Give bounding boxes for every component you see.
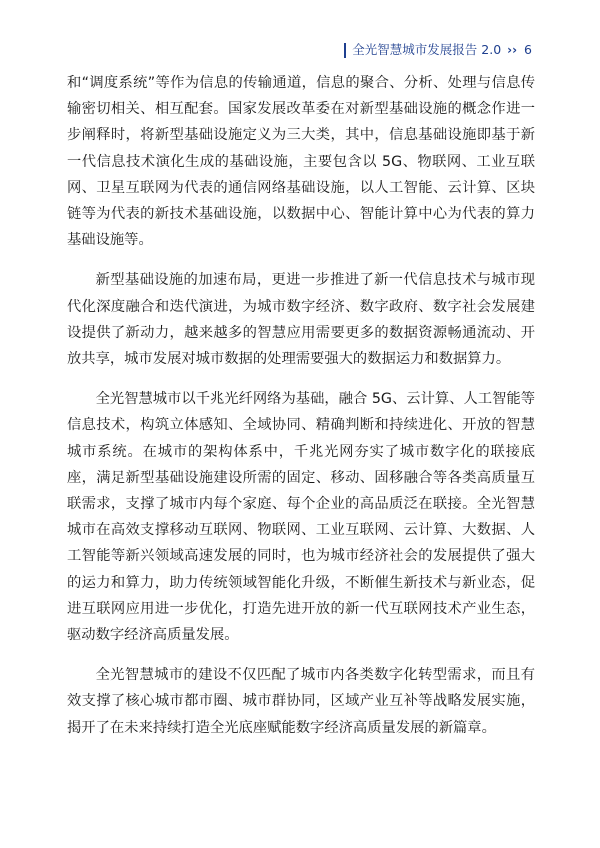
paragraph-infrastructure: 新型基础设施的加速布局，更进一步推进了新一代信息技术与城市现代化深度融合和迭代演进，为城市数字经济、数字政府、数字社会发展建设提供了新动力，越来越多的智慧应用需要更多的数据资源畅通流动、开放共享，城市发展对城市数据的处理需要强大的数据运力和数据算力。 [67,272,535,368]
body-text [67,70,535,755]
paragraph-all-optical-city: 全光智慧城市以千兆光纤网络为基础，融合 5G、云计算、人工智能等信息技术，构筑立体感知、全域协同、精确判断和持续进化、开放的智慧城市系统。在城市的架构体系中，千兆光网夯实了城市数字化的联接底座，满足新型基础设施建设所需的固定、移动、固移融合等各类高质量互联需求，支撑了城市内每个家庭、每个企业的高品质泛在联接。全光智慧城市在高效支撑移动互联网、物联网、工业互联网、云计算、大数据、人工智能等新兴领域高速发展的同时，也为城市经济社会的发展提供了强大的运力和算力，助力传统领域智能化升级，不断催生新技术与新业态，促进互联网应用进一步优化，打造先进开放的新一代互联网技术产业生态，驱动数字经济高质量发展。 [67,391,535,644]
running-header [344,42,532,58]
page-number: 6 [524,42,532,57]
chevron-right-icon: ›› [507,43,518,57]
report-title: 全光智慧城市发展报告 2.0 [352,42,502,57]
header-accent-bar [344,43,346,58]
paragraph-conclusion: 全光智慧城市的建设不仅匹配了城市内各类数字化转型需求，而且有效支撑了核心城市都市圈、城市群协同，区域产业互补等战略发展实施，揭开了在未来持续打造全光底座赋能数字经济高质量发展的新篇章。 [67,667,535,736]
paragraph-continued: 和“调度系统”等作为信息的传输通道，信息的聚合、分析、处理与信息传输密切相关、相互配套。国家发展改革委在对新型基础设施的概念作进一步阐释时，将新型基础设施定义为三大类，其中，信息基础设施即基于新一代信息技术演化生成的基础设施，主要包含以 5G、物联网、工业互联网、卫星互联网为代表的通信网络基础设施，以人工智能、云计算、区块链等为代表的新技术基础设施，以数据中心、智能计算中心为代表的算力基础设施等。 [67,75,535,249]
